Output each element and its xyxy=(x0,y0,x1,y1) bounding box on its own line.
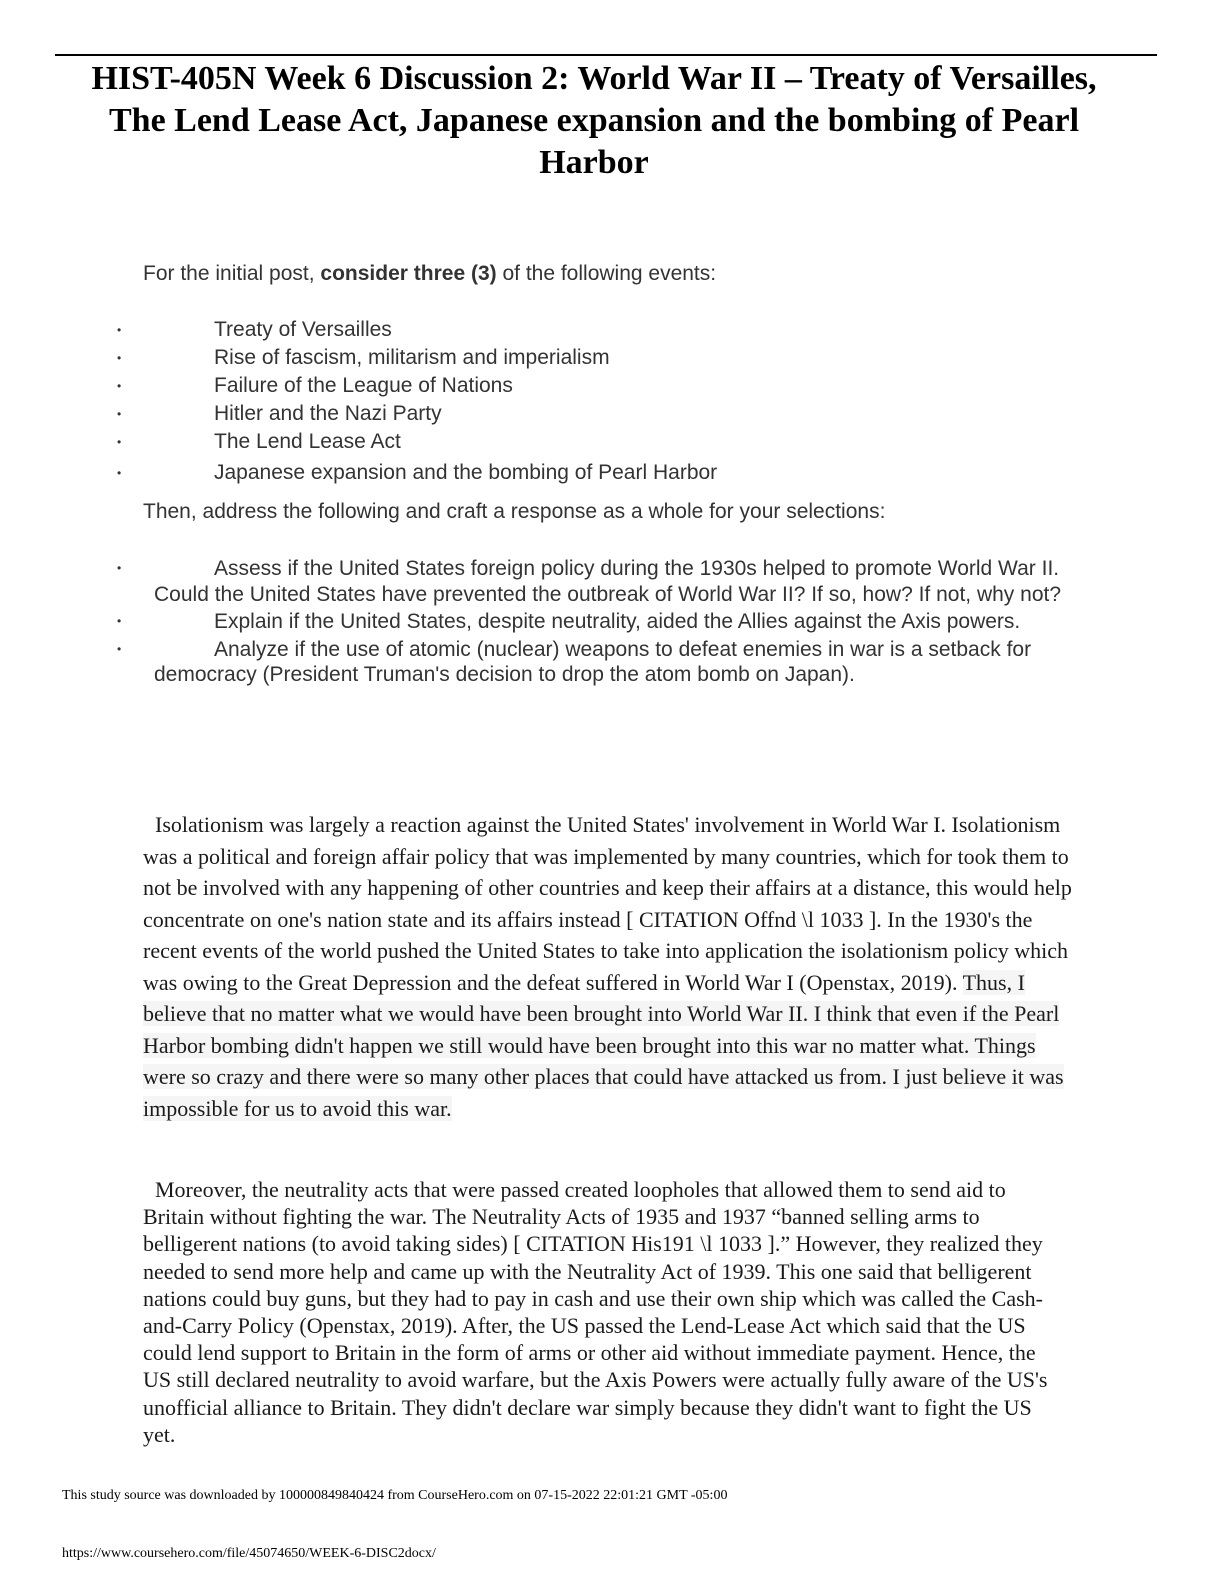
source-url[interactable]: https://www.coursehero.com/file/45074650/WEEK-6-DISC2docx/ xyxy=(62,1546,436,1561)
event-text: Failure of the League of Nations xyxy=(214,374,513,397)
task-text: Explain if the United States, despite neutrality, aided the Allies against the Axis powers. xyxy=(214,610,1021,633)
intro-before: For the initial post, xyxy=(143,262,321,285)
event-text: The Lend Lease Act xyxy=(214,430,401,453)
bullet-icon: • xyxy=(117,435,122,449)
paragraph-2-text: Moreover, the neutrality acts that were passed created loopholes that allowed them to send aid to Britain without fighting the war. The Neutrality Acts of 1935 and 1937 “banned selling arms to belligerent nations (to avoid taking sides) [ CITATION His191 \l 1033 ].” However, they realized they needed to send more help and came up with the Neutrality Act of 1939. This one said that belligerent nations could buy guns, but they had to pay in cash and use their own ship which was called the Cash-and-Carry Policy (Openstax, 2019). After, the US passed the Lend-Lease Act which said that the US could lend support to Britain in the form of arms or other aid without immediate payment. Hence, the US still declared neutrality to avoid warfare, but the Axis Powers were actually fully aware of the US's unofficial alliance to Britain. They didn't declare war simply because they didn't want to fight the US yet. xyxy=(143,1177,1048,1447)
intro-bold: consider three (3) xyxy=(320,262,497,285)
then-line: Then, address the following and craft a response as a whole for your selections: xyxy=(143,500,886,523)
list-item xyxy=(0,372,1224,400)
paragraph-1-part-1: Isolationism was largely a reaction against the United States' involvement in World War I. Isolationism was a political and foreign affair policy that was implemented by many countries, which for took them to not be involved with any happening of other countries and keep their affairs at a distance, this would help concentrate on one's nation state and its affairs instead [ CITATION Offnd \l 1033 ]. In the 1930's the recent events of the world pushed the United States to take into application the isolationism policy which was owing to the Great Depression and the defeat suffered in World War I (Openstax, 2019). xyxy=(143,812,1072,995)
bullet-icon: • xyxy=(117,641,122,656)
event-text: Rise of fascism, militarism and imperialism xyxy=(214,346,610,369)
task-text: Analyze if the use of atomic (nuclear) weapons to defeat enemies in war is a setback for democracy (President Truman's decision to drop the atom bomb on Japan). xyxy=(154,637,1032,686)
body-paragraph-1 xyxy=(143,809,1073,1124)
bullet-icon: • xyxy=(117,466,122,480)
task-list xyxy=(0,556,1224,688)
event-list xyxy=(0,316,1224,487)
document-title: HIST-405N Week 6 Discussion 2: World War II – Treaty of Versailles, The Lend Lease Act, Japanese expansion and the bombing of Pearl Harbor xyxy=(91,60,1097,181)
bullet-icon: • xyxy=(117,323,122,337)
top-rule xyxy=(55,54,1157,56)
list-item xyxy=(0,637,1224,688)
intro-line xyxy=(143,261,716,287)
list-item xyxy=(0,556,1224,607)
list-item xyxy=(0,400,1224,428)
bullet-icon: • xyxy=(117,351,122,365)
task-text: Assess if the United States foreign policy during the 1930s helped to promote World War II. Could the United States have prevented the outbreak of World War II? If so, how? If not, why not? xyxy=(154,557,1062,606)
list-item xyxy=(0,459,1224,487)
download-notice: This study source was downloaded by 100000849840424 from CourseHero.com on 07-15-2022 22:01:21 GMT -05:00 xyxy=(62,1488,728,1503)
body-paragraph-2 xyxy=(143,1176,1063,1448)
list-item xyxy=(0,609,1224,635)
event-text: Treaty of Versailles xyxy=(214,318,392,341)
list-item xyxy=(0,344,1224,372)
bullet-icon: • xyxy=(117,561,122,575)
bullet-icon: • xyxy=(117,407,122,421)
list-item xyxy=(0,428,1224,456)
bullet-icon: • xyxy=(117,614,122,628)
event-text: Japanese expansion and the bombing of Pearl Harbor xyxy=(214,461,718,484)
event-text: Hitler and the Nazi Party xyxy=(214,402,442,425)
paragraph-1-highlighted: Thus, I believe that no matter what we would have been brought into World War II. I think that even if the Pearl Harbor bombing didn't happen we still would have been brought into this war no matter what. Things were so crazy and there were so many other places that could have attacked us from. I just believe it was impossible for us to avoid this war. xyxy=(143,969,1064,1121)
bullet-icon: • xyxy=(117,379,122,393)
intro-after: of the following events: xyxy=(496,262,717,285)
list-item xyxy=(0,316,1224,344)
